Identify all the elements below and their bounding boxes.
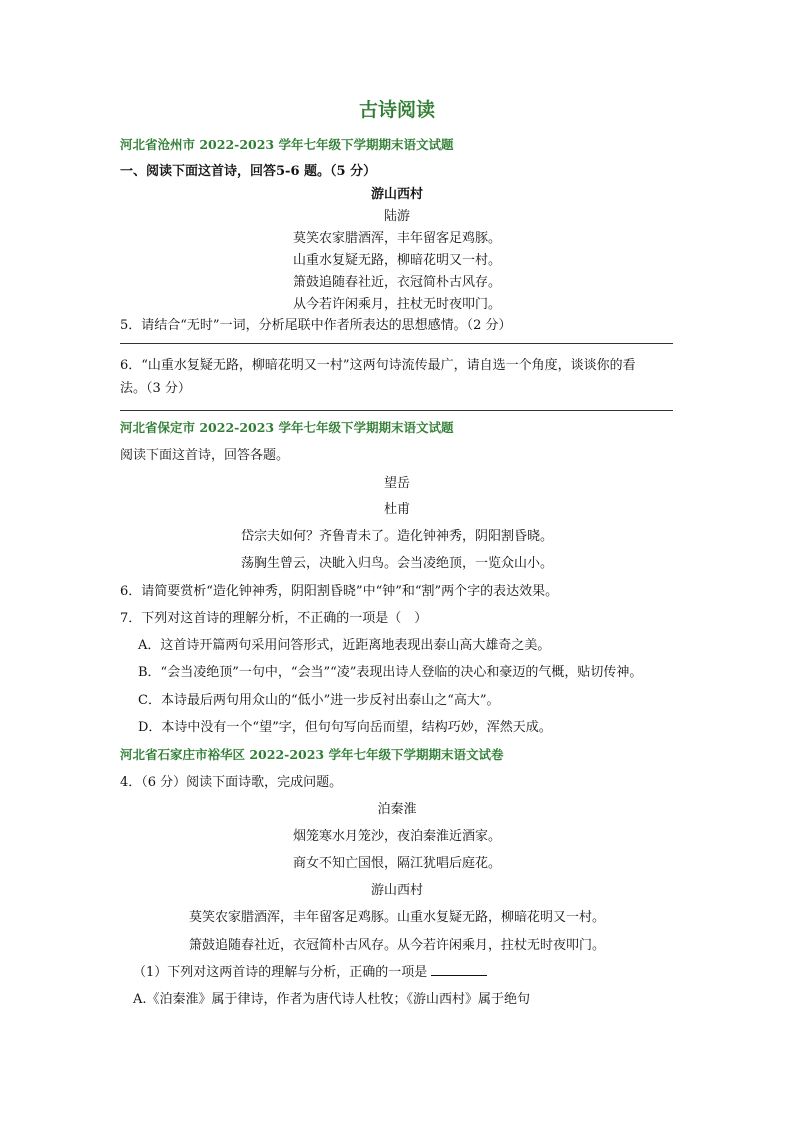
question-7: 7．下列对这首诗的理解分析，不正确的一项是（ ） [120, 611, 428, 626]
section-instruction: 一、阅读下面这首诗，回答5-6 题。（5 分） [120, 164, 377, 179]
answer-blank[interactable] [431, 964, 487, 976]
sub-question-1 [133, 961, 487, 980]
question-5: 5．请结合“无时”一词，分析尾联中作者所表达的思想感情。（2 分） [120, 318, 512, 333]
poem-line: 岱宗夫如何？齐鲁青未了。造化钟神秀，阴阳割昏晓。 [240, 529, 553, 544]
answer-line[interactable] [120, 410, 673, 411]
question-6-cont: 法。（3 分） [120, 381, 191, 396]
poem-title: 游山西村 [370, 883, 423, 898]
poem-title: 游山西村 [370, 187, 423, 202]
poem-author: 杜甫 [383, 502, 410, 517]
poem-author: 陆游 [383, 209, 410, 224]
poem-line: 莫笑农家腊酒浑，丰年留客足鸡豚。山重水复疑无路，柳暗花明又一村。 [188, 910, 605, 925]
poem-line: 从今若许闲乘月，拄杖无时夜叩门。 [292, 297, 501, 312]
section-source: 河北省沧州市 2022-2023 学年七年级下学期期末语文试题 [120, 137, 454, 152]
question-6: 6．请简要赏析“造化钟神秀，阴阳割昏晓”中“钟”和“割”两个字的表达效果。 [120, 584, 559, 599]
option-c: C．本诗最后两句用众山的“低小”进一步反衬出泰山之“高大”。 [138, 693, 500, 708]
page-title: 古诗阅读 [358, 99, 435, 121]
poem-line: 箫鼓追随春社近，衣冠简朴古风存。 [292, 275, 501, 290]
poem-line: 莫笑农家腊酒浑，丰年留客足鸡豚。 [292, 231, 501, 246]
section-instruction: 4．（6 分）阅读下面诗歌，完成问题。 [120, 775, 343, 790]
question-6: 6．“山重水复疑无路，柳暗花明又一村”这两句诗流传最广，请自选一个角度，谈谈你的看 [120, 358, 636, 373]
poem-line: 荡胸生曾云，决眦入归鸟。会当凌绝顶，一览众山小。 [240, 556, 553, 571]
answer-line[interactable] [120, 343, 673, 344]
poem-line: 烟笼寒水月笼沙，夜泊秦淮近酒家。 [292, 829, 501, 844]
option-d: D．本诗中没有一个“望”字，但句句写向岳而望，结构巧妙，浑然天成。 [138, 720, 552, 735]
section-source: 河北省保定市 2022-2023 学年七年级下学期期末语文试题 [120, 420, 454, 435]
section-instruction: 阅读下面这首诗，回答各题。 [120, 448, 290, 463]
option-b: B．“会当凌绝顶”一句中，“会当”“凌”表现出诗人登临的决心和豪迈的气概，贴切传神。 [138, 665, 643, 680]
poem-line: 山重水复疑无路，柳暗花明又一村。 [292, 253, 501, 268]
poem-line: 箫鼓追随春社近，衣冠简朴古风存。从今若许闲乘月，拄杖无时夜叩门。 [188, 938, 605, 953]
sub-question-1-text: （1）下列对这两首诗的理解与分析，正确的一项是 [133, 965, 428, 980]
poem-line: 商女不知亡国恨，隔江犹唱后庭花。 [292, 856, 501, 871]
option-a: A.《泊秦淮》属于律诗，作者为唐代诗人杜牧；《游山西村》属于绝句 [133, 992, 531, 1007]
poem-title: 泊秦淮 [377, 802, 417, 817]
section-source: 河北省石家庄市裕华区 2022-2023 学年七年级下学期期末语文试卷 [120, 747, 504, 762]
poem-title: 望岳 [383, 476, 410, 491]
option-a: A．这首诗开篇两句采用问答形式，近距离地表现出泰山高大雄奇之美。 [138, 638, 551, 653]
